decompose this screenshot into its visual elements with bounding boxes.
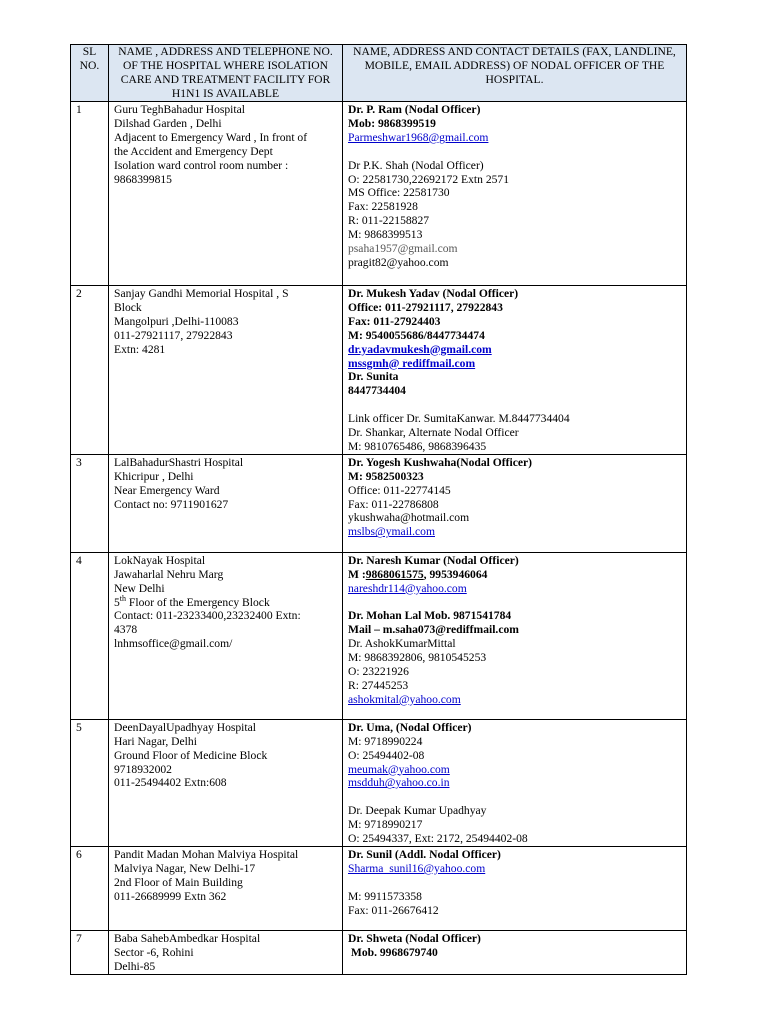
email-link[interactable]: mssgmh@ rediffmail.com [348, 356, 476, 370]
hospital-details [109, 847, 343, 931]
nodal-officer-details [343, 286, 687, 455]
email-link[interactable]: mslbs@ymail.com [348, 525, 435, 539]
table-row [71, 931, 687, 975]
hospital-line: Near Emergency Ward [114, 483, 220, 497]
hospital-details [109, 931, 343, 975]
officer-name: Dr. Deepak Kumar Upadhyay [348, 804, 487, 818]
email-text: pragit82@yahoo.com [348, 255, 449, 269]
nodal-officer-details [343, 847, 687, 931]
office-phone: Office: 011-22774145 [348, 483, 451, 497]
header-nodal-officer: NAME, ADDRESS AND CONTACT DETAILS (FAX, LANDLINE, MOBILE, EMAIL ADDRESS) OF NODAL OFFICER OF THE HOSPITAL. [343, 45, 687, 102]
hospital-line: 4378 [114, 623, 138, 637]
hospital-line: Malviya Nagar, New Delhi-17 [114, 861, 256, 875]
email-link[interactable]: Sharma_sunil16@yahoo.com [348, 861, 486, 875]
mobile-number: Mob. 9968679740 [348, 945, 438, 959]
hospital-line: Sector -6, Rohini [114, 945, 194, 959]
email-text: ykushwaha@hotmail.com [348, 511, 470, 525]
mobile-number: M: 9718990224 [348, 734, 423, 748]
hospital-line: Khicripur , Delhi [114, 469, 194, 483]
hospital-line: 9868399815 [114, 172, 172, 186]
mobile-number: M: 9718990217 [348, 818, 423, 832]
fax-number: Fax: 011-22786808 [348, 497, 439, 511]
email-link[interactable]: dr.yadavmukesh@gmail.com [348, 342, 492, 356]
hospital-floor-line [114, 593, 338, 610]
table-row [71, 454, 687, 552]
email-link[interactable]: nareshdr114@yahoo.com [348, 581, 467, 595]
spacer [348, 596, 682, 610]
mobile-link[interactable]: 9868061575 [365, 567, 424, 581]
officer-name: Dr P.K. Shah (Nodal Officer) [348, 158, 484, 172]
hospital-line: 011-26689999 Extn 362 [114, 889, 227, 903]
officer-name: Dr. Sunita [348, 370, 399, 384]
sl-number: 3 [71, 454, 109, 552]
email-link[interactable]: meumak@yahoo.com [348, 762, 450, 776]
spacer [348, 398, 682, 412]
sl-number: 2 [71, 286, 109, 455]
hospital-line: 011-25494402 Extn:608 [114, 776, 227, 790]
floor-suffix: th [119, 593, 127, 603]
mobile-number: M: 9810765486, 9868396435 [348, 439, 487, 453]
officer-name: Dr. Shweta (Nodal Officer) [348, 932, 481, 945]
mobile-prefix: M : [348, 567, 366, 581]
h1n1-hospitals-table [70, 44, 687, 975]
email-link[interactable]: ashokmital@yahoo.com [348, 692, 461, 706]
office-phone: O: 23221926 [348, 665, 409, 679]
link-officer: Link officer Dr. SumitaKanwar. M.8447734404 [348, 412, 570, 426]
hospital-line: Sanjay Gandhi Memorial Hospital , S [114, 287, 289, 300]
office-phone: O: 22581730,22692172 Extn 2571 [348, 172, 510, 186]
hospital-line: Ground Floor of Medicine Block [114, 748, 268, 762]
hospital-details [109, 286, 343, 455]
sl-number: 5 [71, 719, 109, 846]
fax-number: Fax: 011-27924403 [348, 314, 441, 328]
officer-name: Dr. Naresh Kumar (Nodal Officer) [348, 553, 519, 567]
mobile-number: 8447734404 [348, 384, 406, 398]
officer-name: Dr. P. Ram (Nodal Officer) [348, 103, 481, 116]
hospital-line: LalBahadurShastri Hospital [114, 455, 244, 469]
hospital-line: Pandit Madan Mohan Malviya Hospital [114, 848, 299, 861]
email-text: Mail – m.saha073@rediffmail.com [348, 623, 519, 637]
hospital-line: New Delhi [114, 581, 165, 595]
officer-name: Dr. Mohan Lal Mob. 9871541784 [348, 609, 512, 623]
table-row [71, 552, 687, 719]
nodal-officer-details [343, 552, 687, 719]
hospital-line: Contact no: 9711901627 [114, 497, 229, 511]
office-phone: O: 25494337, Ext: 2172, 25494402-08 [348, 832, 528, 846]
fax-number: Fax: 011-26676412 [348, 903, 439, 917]
nodal-officer-details [343, 931, 687, 975]
email-link[interactable]: Parmeshwar1968@gmail.com [348, 130, 489, 144]
hospital-line: Dilshad Garden , Delhi [114, 116, 222, 130]
floor-number: 5 [114, 595, 120, 609]
spacer [348, 876, 682, 890]
mobile-number [348, 568, 682, 582]
email-text: psaha1957@gmail.com [348, 242, 458, 256]
table-row [71, 102, 687, 286]
email-link[interactable]: msdduh@yahoo.co.in [348, 776, 450, 790]
hospital-line: DeenDayalUpadhyay Hospital [114, 720, 256, 734]
officer-name: Dr. Mukesh Yadav (Nodal Officer) [348, 287, 519, 300]
mobile-number: M: 9868392806, 9810545253 [348, 651, 487, 665]
sl-number: 6 [71, 847, 109, 931]
hospital-line: Adjacent to Emergency Ward , In front of [114, 130, 308, 144]
table-row [71, 847, 687, 931]
mobile-number: M: 9540055686/8447734474 [348, 328, 485, 342]
alternate-officer: Dr. Shankar, Alternate Nodal Officer [348, 426, 519, 440]
hospital-line: lnhmsoffice@gmail.com/ [114, 637, 233, 651]
sl-number: 7 [71, 931, 109, 975]
mobile-number: M: 9911573358 [348, 889, 422, 903]
hospital-line: Extn: 4281 [114, 342, 166, 356]
ms-office-phone: MS Office: 22581730 [348, 186, 450, 200]
officer-name: Dr. AshokKumarMittal [348, 637, 456, 651]
residence-phone: R: 27445253 [348, 679, 409, 692]
hospital-line: 2nd Floor of Main Building [114, 875, 243, 889]
hospital-line: Mangolpuri ,Delhi-110083 [114, 314, 239, 328]
office-phone: Office: 011-27921117, 27922843 [348, 300, 503, 314]
hospital-details [109, 719, 343, 846]
header-hospital: NAME , ADDRESS AND TELEPHONE NO. OF THE HOSPITAL WHERE ISOLATION CARE AND TREATMENT FACILITY FOR H1N1 IS AVAILABLE [109, 45, 343, 102]
nodal-officer-details [343, 454, 687, 552]
hospital-line: Guru TeghBahadur Hospital [114, 103, 245, 116]
residence-phone: R: 011-22158827 [348, 214, 430, 228]
mobile-rest: , 9953946064 [423, 567, 488, 581]
fax-number: Fax: 22581928 [348, 200, 418, 214]
spacer [348, 790, 682, 804]
hospital-line: Isolation ward control room number : [114, 158, 289, 172]
table-row [71, 719, 687, 846]
floor-text: Floor of the Emergency Block [126, 595, 270, 609]
mobile-number: M: 9582500323 [348, 469, 424, 483]
nodal-officer-details [343, 102, 687, 286]
hospital-line: Jawaharlal Nehru Marg [114, 567, 224, 581]
officer-name: Dr. Sunil (Addl. Nodal Officer) [348, 848, 501, 861]
hospital-line: Block [114, 300, 142, 314]
header-sl-no: SL NO. [71, 45, 109, 102]
office-phone: O: 25494402-08 [348, 748, 425, 762]
hospital-line: Delhi-85 [114, 959, 156, 973]
table-row [71, 286, 687, 455]
hospital-details [109, 552, 343, 719]
hospital-details [109, 454, 343, 552]
sl-number: 4 [71, 552, 109, 719]
hospital-line: 9718932002 [114, 762, 172, 776]
spacer [348, 145, 682, 159]
hospital-line: LokNayak Hospital [114, 553, 206, 567]
hospital-details [109, 102, 343, 286]
nodal-officer-details [343, 719, 687, 846]
hospital-line: Baba SahebAmbedkar Hospital [114, 932, 261, 945]
sl-number: 1 [71, 102, 109, 286]
hospital-line: Contact: 011-23233400,23232400 Extn: [114, 609, 301, 623]
header-row [71, 45, 687, 102]
officer-mobile: Mob: 9868399519 [348, 116, 436, 130]
hospital-line: Hari Nagar, Delhi [114, 734, 197, 748]
hospital-line: 011-27921117, 27922843 [114, 328, 233, 342]
officer-name: Dr. Yogesh Kushwaha(Nodal Officer) [348, 455, 532, 469]
mobile-number: M: 9868399513 [348, 228, 423, 242]
officer-name: Dr. Uma, (Nodal Officer) [348, 720, 472, 734]
hospital-line: the Accident and Emergency Dept [114, 144, 273, 158]
